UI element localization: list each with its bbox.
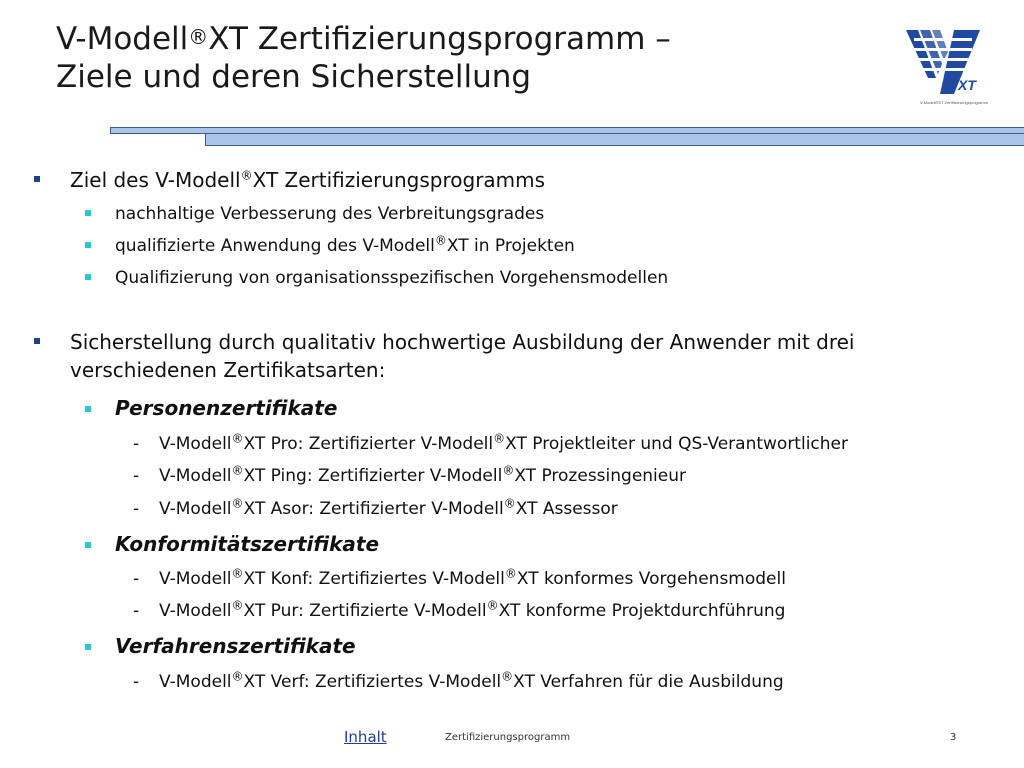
registered-mark: ® [504,566,517,581]
list-item [133,669,784,694]
registered-mark: ® [240,168,253,183]
registered-mark: ® [486,598,499,613]
group-heading-text: Verfahrenszertifikate [115,634,356,658]
footer-inhalt-link[interactable]: Inhalt [344,728,387,746]
list-item-text: V-Modell®XT Pro: Zertifizierter V-Modell®XT Projektleiter und QS-Verantwortlicher [159,431,848,454]
square-bullet-icon [34,176,40,182]
list-item [133,598,786,623]
registered-mark: ® [502,463,515,478]
square-bullet-icon [85,406,91,412]
registered-mark: ® [501,669,514,684]
list-item-text: V-Modell®XT Pur: Zertifizierte V-Modell®XT konforme Projektdurchführung [159,598,786,621]
list-item-text: Qualifizierung von organisationsspezifischen Vorgehensmodellen [115,268,669,288]
title-part: V-Modell [56,21,189,57]
square-bullet-icon [85,542,91,548]
registered-mark: ® [231,598,244,613]
registered-mark: ® [188,25,209,49]
registered-mark: ® [493,431,506,446]
section1-text: Ziel des V-Modell [70,168,241,192]
square-bullet-icon [85,210,91,216]
title-line2: Ziele und deren Sicherstellung [56,59,532,95]
group-heading-text: Konformitätszertifikate [115,532,380,556]
registered-mark: ® [231,463,244,478]
section1-heading [70,166,970,194]
square-bullet-icon [85,274,91,280]
dash-bullet: - [133,466,140,486]
list-item [133,496,618,521]
list-item-text: V-Modell®XT Konf: Zertifiziertes V-Modell®XT konformes Vorgehensmodell [159,566,786,589]
logo-text: XT [958,77,976,93]
registered-mark: ® [231,431,244,446]
square-bullet-icon [85,644,91,650]
list-item-text: V-Modell®XT Verf: Zertifiziertes V-Modell®XT Verfahren für die Ausbildung [159,669,784,692]
v-modell-xt-logo [906,28,989,116]
registered-mark: ® [231,669,244,684]
dash-bullet: - [133,434,140,454]
square-bullet-icon [85,242,91,248]
footer-title: Zertifizierungsprogramm [445,732,571,743]
header-bar [110,127,1024,134]
list-item [133,566,786,591]
section2-heading [70,328,970,384]
page-number: 3 [950,732,957,743]
dash-bullet: - [133,672,140,692]
slide-title [56,20,876,96]
list-item [115,266,668,290]
section2-line2: verschiedenen Zertifikatsarten: [70,358,386,382]
list-item-text: qualifizierte Anwendung des V-Modell®XT in Projekten [115,233,575,256]
list-item [133,431,848,456]
list-item-text: nachhaltige Verbesserung des Verbreitungsgrades [115,204,545,224]
section2-line1: Sicherstellung durch qualitativ hochwertige Ausbildung der Anwender mit drei [70,330,855,354]
registered-mark: ® [503,496,516,511]
group-heading-personen [115,396,337,420]
group-heading-verfahren [115,634,356,658]
group-heading-konformitaet [115,532,379,556]
registered-mark: ® [231,496,244,511]
list-item [133,463,686,488]
registered-mark: ® [434,233,447,248]
list-item [115,202,544,226]
group-heading-text: Personenzertifikate [115,396,338,420]
section1-text: XT Zertifizierungsprogramms [252,168,546,192]
list-item-text: V-Modell®XT Asor: Zertifizierter V-Modell®XT Assessor [159,496,618,519]
registered-mark: ® [231,566,244,581]
dash-bullet: - [133,569,140,589]
title-part: XT Zertifizierungsprogramm – [208,21,671,57]
dash-bullet: - [133,499,140,519]
list-item-text: V-Modell®XT Ping: Zertifizierter V-Modell®XT Prozessingenieur [159,463,686,486]
header-bar-lower [205,134,1024,146]
list-item [115,234,575,258]
square-bullet-icon [34,338,40,344]
logo-caption: V-Modell®XT Zertifizierungsprogramm [920,100,989,105]
dash-bullet: - [133,601,140,621]
